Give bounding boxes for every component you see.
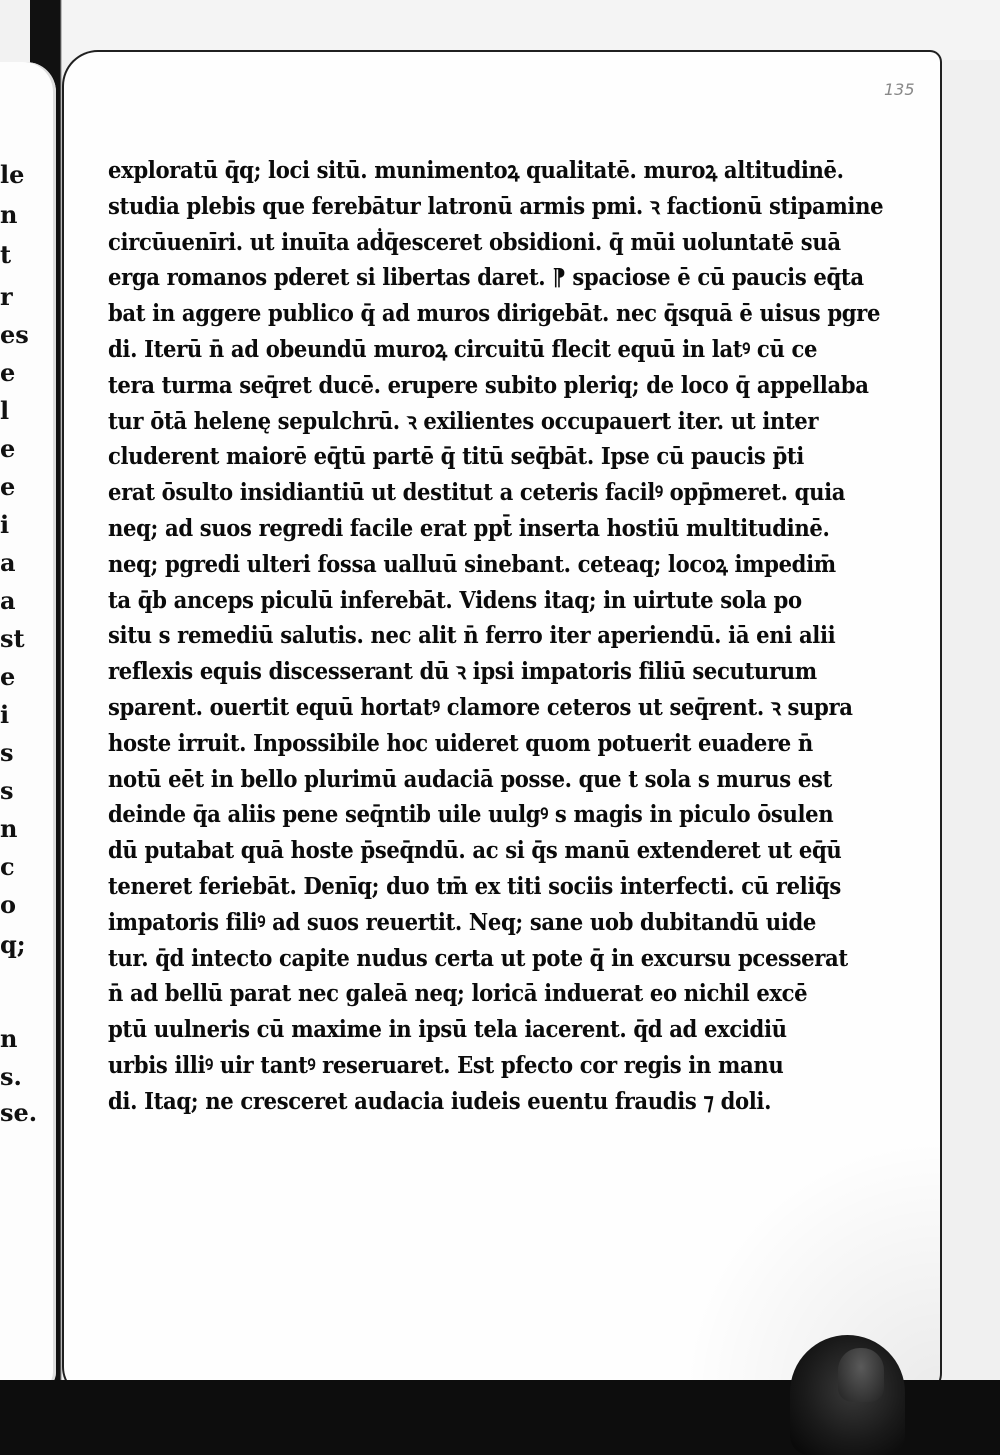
facing-page-fragment: t xyxy=(0,240,12,269)
manuscript-line: n̄ ad bellū parat nec galeā neq; loricā induerat eo nichil excē xyxy=(108,980,808,1008)
manuscript-line: di. Iterū n̄ ad obeundū muroꝝ circuitū flecit equū in latꝰ cū ce xyxy=(108,335,818,363)
facing-page-fragment: st xyxy=(0,624,25,653)
thumb-nail xyxy=(838,1348,884,1402)
manuscript-line: cluderent maiorē eq̄tū partē q̄ titū seq̄bāt. Ipse cū paucis p̄ti xyxy=(108,443,804,471)
facing-page-fragment: s xyxy=(0,738,14,767)
manuscript-line: deinde q̄a aliis pene seq̄ntib uile uulgꝰ s magis in piculo ōsulen xyxy=(108,801,834,829)
facing-page-fragment: c xyxy=(0,852,15,881)
facing-page-fragment: s. xyxy=(0,1062,22,1091)
facing-page-fragment: se. xyxy=(0,1098,38,1127)
facing-page-fragment: a xyxy=(0,586,16,615)
scan-top-margin xyxy=(62,0,1000,60)
facing-page-fragment: a xyxy=(0,548,16,577)
facing-page-fragment: i xyxy=(0,510,10,539)
manuscript-line: studia plebis que ferebātur latronū armis pmi. ꝛ factionū stipamine xyxy=(108,192,884,220)
manuscript-line: impatoris filiꝰ ad suos reuertit. Neq; sane uob dubitandū uide xyxy=(108,908,817,936)
manuscript-line: neq; ad suos regredi facile erat ppt̄ inserta hostiū multitudinē. xyxy=(108,514,830,542)
manuscript-line: tur ōtā helenę sepulchrū. ꝛ exilientes occupauert iter. ut inter xyxy=(108,407,819,435)
facing-page-fragment: r xyxy=(0,282,13,311)
manuscript-line: exploratū q̄q; loci sitū. munimentoꝝ qualitatē. muroꝝ altitudinē. xyxy=(108,157,844,184)
manuscript-line: ptū uulneris cū maxime in ipsū tela iacerent. q̄d ad excidiū xyxy=(108,1016,787,1044)
facing-page-fragment: n xyxy=(0,1024,18,1053)
facing-page-fragment: s xyxy=(0,776,14,805)
facing-page-fragment: e xyxy=(0,662,16,691)
facing-page-fragment: le xyxy=(0,160,25,189)
text-block xyxy=(108,153,884,1120)
facing-page-fragment: n xyxy=(0,200,18,229)
manuscript-line: teneret feriebāt. Denīq; duo tm̄ ex titi sociis interfecti. cū reliq̄s xyxy=(108,872,841,900)
facing-page-fragment: i xyxy=(0,700,10,729)
manuscript-line: tera turma seq̄ret ducē. erupere subito pleriq; de loco q̄ appellaba xyxy=(108,371,869,399)
facing-page-fragment: o xyxy=(0,890,17,919)
manuscript-line: neq; pgredi ulteri fossa ualluū sinebant. ceteaq; locoꝝ impedim̄ xyxy=(108,550,836,578)
manuscript-line: tur. q̄d intecto capite nudus certa ut pote q̄ in excursu pcesserat xyxy=(108,944,848,972)
manuscript-line: erat ōsulto insidiantiū ut destitut a ceteris facilꝰ opp̄meret. quia xyxy=(108,479,846,507)
facing-page-fragment: e xyxy=(0,358,16,387)
manuscript-line: dū putabat quā hoste p̄seq̄ndū. ac si q̄s manū extenderet ut eq̄ū xyxy=(108,837,842,865)
manuscript-folio xyxy=(64,52,940,1397)
manuscript-line: situ s remediū salutis. nec alit n̄ ferro iter aperiendū. iā eni alii xyxy=(108,622,836,650)
facing-page-fragment: l xyxy=(0,396,10,425)
manuscript-line: circūuenīri. ut inuīta aḋq̄esceret obsidioni. q̄ mūi uoluntatē suā xyxy=(108,228,841,256)
folio-number: 135 xyxy=(884,80,915,99)
facing-page-edge xyxy=(0,62,56,1392)
manuscript-line: ta q̄b anceps piculū inferebāt. Videns itaq; in uirtute sola po xyxy=(108,586,802,614)
facing-page-fragment: q; xyxy=(0,930,26,959)
facing-page-fragment: e xyxy=(0,472,16,501)
manuscript-line: reflexis equis discesserant dū ꝛ ipsi impatoris filiū secuturum xyxy=(108,658,817,686)
manuscript-line: di. Itaq; ne cresceret audacia iudeis euentu fraudis ⁊ doli. xyxy=(108,1087,772,1115)
manuscript-line: hoste irruit. Inpossibile hoc uideret quom potuerit euadere n̄ xyxy=(108,729,813,757)
manuscript-line: notū eēt in bello plurimū audaciā posse. que t sola s murus est xyxy=(108,765,832,793)
manuscript-line: sparent. ouertit equū hortatꝰ clamore ceteros ut seq̄rent. ꝛ supra xyxy=(108,693,853,721)
manuscript-line: erga romanos pderet si libertas daret. ⁋ spaciose ē cū paucis eq̄ta xyxy=(108,264,864,292)
manuscript-line: urbis illiꝰ uir tantꝰ reseruaret. Est pfecto cor regis in manu xyxy=(108,1051,784,1079)
manuscript-line: bat in aggere publico q̄ ad muros dirigebāt. nec q̄squā ē uisus pgre xyxy=(108,300,881,328)
facing-page-fragment: e xyxy=(0,434,16,463)
facing-page-fragment: n xyxy=(0,814,18,843)
facing-page-fragment: es xyxy=(0,320,29,349)
